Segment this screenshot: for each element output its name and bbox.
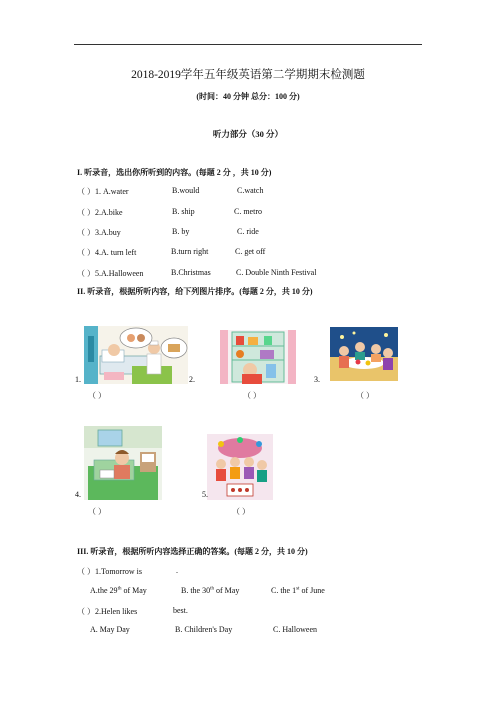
question-blank: best. [173, 606, 188, 615]
option-c: C. metro [234, 207, 262, 216]
section-1-heading: I. 听录音，选出你所听到的内容。(每题 2 分 ，共 10 分) [77, 168, 272, 177]
question-stem: （ ）2.A.bike [77, 208, 123, 217]
picture-label: 5. [202, 490, 208, 499]
part-heading: 听力部分（30 分） [212, 129, 284, 139]
answer-parentheses: （ ） [356, 391, 374, 400]
option-b: B.Christmas [171, 268, 211, 277]
answer-parentheses: （ ） [88, 391, 106, 400]
option-c: C. get off [235, 247, 266, 256]
picture-boy-in-bed [84, 426, 162, 500]
option-c: C. Double Ninth Festival [236, 268, 317, 277]
picture-hospital [84, 326, 188, 384]
answer-parentheses: （ ） [232, 507, 250, 516]
question-blank: . [176, 566, 178, 575]
option-c: C. the 1st of June [271, 586, 325, 595]
exam-meta: (时间：40 分钟 总分：100 分) [196, 92, 300, 101]
option-b: B. by [172, 227, 190, 236]
option-b: B.would [172, 186, 200, 195]
picture-family-dinner [330, 327, 398, 381]
picture-party [207, 434, 273, 500]
picture-label: 3. [314, 375, 320, 384]
option-b: B.turn right [171, 247, 209, 256]
section-2-heading: II. 听录音，根据所听内容，给下列图片排序。(每题 2 分，共 10 分) [77, 287, 313, 296]
option-c: C. Halloween [273, 625, 317, 634]
option-a: A.the 29th of May [90, 586, 147, 595]
option-c: C.watch [237, 186, 264, 195]
question-stem: （ ）5.A.Halloween [77, 269, 144, 278]
option-a: A. May Day [90, 625, 130, 634]
answer-parentheses: （ ） [243, 391, 261, 400]
option-c: C. ride [237, 227, 259, 236]
question-stem: （ ）1. A.water [77, 187, 129, 196]
option-b: B. the 30th of May [181, 586, 240, 595]
option-b: B. ship [172, 207, 195, 216]
picture-label: 1. [75, 375, 81, 384]
question-stem: （ ）2.Helen likes [77, 607, 138, 616]
page-title: 2018-2019学年五年级英语第二学期期末检测题 [131, 69, 365, 81]
picture-fridge [220, 330, 296, 384]
section-3-heading: III. 听录音，根据所听内容选择正确的答案。(每题 2 分，共 10 分) [77, 547, 308, 556]
answer-parentheses: （ ） [88, 507, 106, 516]
header-rule [74, 44, 422, 45]
question-stem: （ ）3.A.buy [77, 228, 121, 237]
picture-label: 2. [189, 375, 195, 384]
option-b: B. Children's Day [175, 625, 233, 634]
question-stem: （ ）1.Tomorrow is [77, 567, 142, 576]
question-stem: （ ）4.A. turn left [77, 248, 137, 257]
picture-label: 4. [75, 490, 81, 499]
